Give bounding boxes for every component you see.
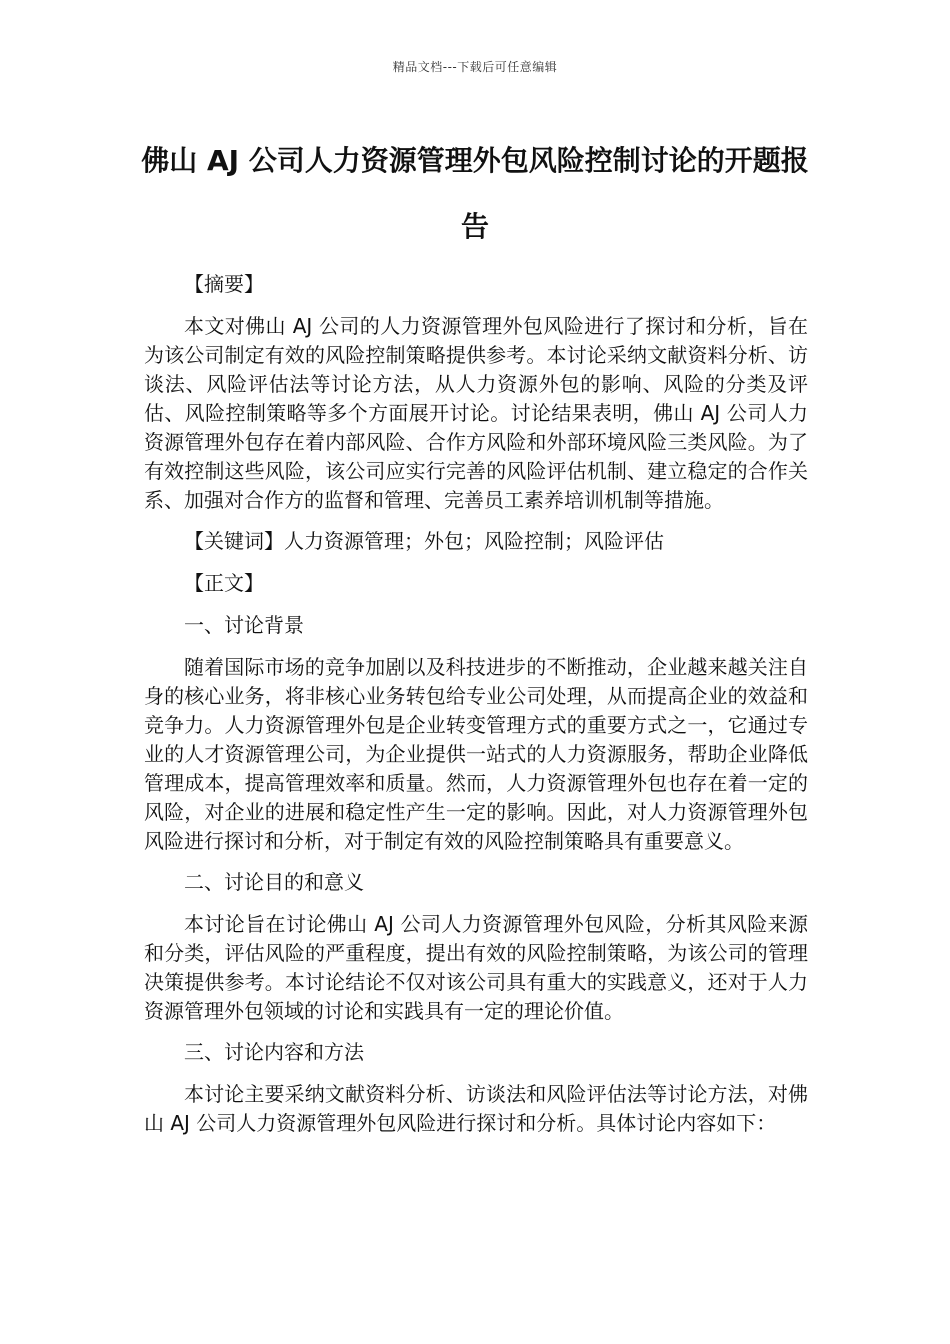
section-2-paragraph: 本讨论旨在讨论佛山 AJ 公司人力资源管理外包风险，分析其风险来源和分类，评估风险的严重程度，提出有效的风险控制策略，为该公司的管理决策提供参考。本讨论结论不仅对该公司具有重大的实践意义，还对于人力资源管理外包领域的讨论和实践具有一定的理论价值。 (144, 912, 808, 1023)
keywords-line: 【关键词】人力资源管理；外包；风险控制；风险评估 (184, 529, 664, 553)
section-1-heading: 一、讨论背景 (184, 613, 304, 637)
document-body (144, 270, 808, 1150)
abstract-label: 【摘要】 (184, 272, 264, 296)
section-1-paragraph: 随着国际市场的竞争加剧以及科技进步的不断推动，企业越来越关注自身的核心业务，将非核心业务转包给专业公司处理，从而提高企业的效益和竞争力。人力资源管理外包是企业转变管理方式的重要方式之一，它通过专业的人才资源管理公司，为企业提供一站式的人力资源服务，帮助企业降低管理成本，提高管理效率和质量。然而，人力资源管理外包也存在着一定的风险，对企业的进展和稳定性产生一定的影响。因此，对人力资源管理外包风险进行探讨和分析，对于制定有效的风险控制策略具有重要意义。 (144, 655, 808, 853)
document-title: 佛山 AJ 公司人力资源管理外包风险控制讨论的开题报告 (141, 144, 809, 243)
section-3-paragraph: 本讨论主要采纳文献资料分析、访谈法和风险评估法等讨论方法，对佛山 AJ 公司人力资源管理外包风险进行探讨和分析。具体讨论内容如下： (144, 1082, 808, 1135)
section-2-heading: 二、讨论目的和意义 (184, 870, 364, 894)
abstract-paragraph: 本文对佛山 AJ 公司的人力资源管理外包风险进行了探讨和分析，旨在为该公司制定有效的风险控制策略提供参考。本讨论采纳文献资料分析、访谈法、风险评估法等讨论方法，从人力资源外包的影响、风险的分类及评估、风险控制策略等多个方面展开讨论。讨论结果表明，佛山 AJ 公司人力资源管理外包存在着内部风险、合作方风险和外部环境风险三类风险。为了有效控制这些风险，该公司应实行完善的风险评估机制、建立稳定的合作关系、加强对合作方的监督和管理、完善员工素养培训机制等措施。 (144, 314, 808, 512)
section-3-heading: 三、讨论内容和方法 (184, 1040, 364, 1064)
body-label: 【正文】 (184, 571, 264, 595)
page-header-note: 精品文档---下载后可任意编辑 (392, 60, 558, 74)
